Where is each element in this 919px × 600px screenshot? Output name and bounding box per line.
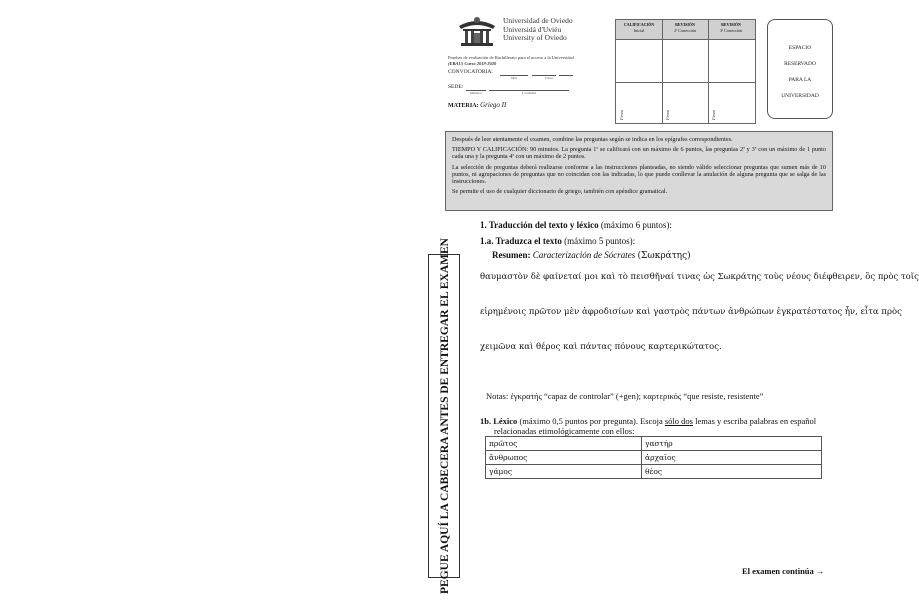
sede-sub-numero: Número xyxy=(470,91,482,95)
header-paste-label: PEGUE AQUÍ LA CABECERA ANTES DE ENTREGAR EL EXAMEN xyxy=(439,238,451,594)
resumen xyxy=(492,250,691,261)
instruction-paragraph: Después de leer atentamente el examen, combine las preguntas según se indica en los epígrafes correspondientes. xyxy=(452,136,733,143)
grading-column-subtitle: 3ª Corrección xyxy=(720,28,742,33)
exam-description-line: Pruebas de evaluación de Bachillerato para el acceso a la Universidad xyxy=(448,55,574,60)
reserved-line: PARA LA xyxy=(788,77,812,83)
instruction-paragraph: Se permite el uso de cualquier diccionario de griego, también con apéndice gramatical. xyxy=(452,188,668,196)
lemma-cell: θέος xyxy=(642,465,822,479)
materia-label: MATERIA: xyxy=(448,103,479,109)
question-1b-title: 1b. Léxico xyxy=(480,416,518,426)
resumen-label: Resumen: xyxy=(492,250,531,260)
resumen-greek: (Σωκράτης) xyxy=(637,251,691,261)
grading-column-title: CALIFICACIÓN xyxy=(623,22,655,27)
sede-label: SEDE: xyxy=(448,84,464,90)
question-1b-text-post: lemas y escriba palabras en español xyxy=(695,416,817,426)
question-1a-title-bold: 1.a. Traduzca el texto xyxy=(480,236,562,246)
reserved-line: RESERVADO xyxy=(784,61,816,67)
convocatoria-line-3[interactable] xyxy=(559,75,573,76)
table-row xyxy=(486,451,822,465)
materia-field xyxy=(448,101,506,109)
question-1a-title xyxy=(480,236,635,246)
firma-label: Firma xyxy=(619,110,624,120)
sede-sub-localidad: Localidad xyxy=(522,91,536,95)
table-row xyxy=(486,465,822,479)
grading-column-revision-2[interactable] xyxy=(662,20,709,123)
lemma-cell: ἀρχαῖος xyxy=(642,451,822,465)
instruction-paragraph: La selección de preguntas deberá realizarse conforme a las instrucciones planteadas, no siendo válido seleccionar preguntas que sumen más de 10 puntos, ni agrupaciones de preguntas que no coincidan con las indicadas, lo que puede conllevar la anulación de alguna pregunta que se salga de las instrucciones. xyxy=(452,163,826,186)
instruction-paragraph: TIEMPO Y CALIFICACIÓN: 90 minutos. La pregunta 1ª se calificará con un máximo de 6 puntos, las preguntas 2ª y 3ª con un máximo de 1 punto cada una y la pregunta 4ª con un máximo de 2 puntos. xyxy=(452,146,826,161)
exam-description xyxy=(448,55,608,66)
question-1b-text xyxy=(480,416,828,436)
firma-label: Firma xyxy=(665,110,670,120)
grading-table xyxy=(615,19,756,124)
grading-column-title: REVISIÓN xyxy=(675,22,695,27)
grading-column-subtitle: 2ª Corrección xyxy=(674,28,696,33)
grading-column-revision-3[interactable] xyxy=(708,20,754,123)
reserved-line: ESPACIO xyxy=(788,45,812,51)
university-name xyxy=(503,17,573,43)
question-1b-text-line2: relacionadas etimológicamente con ellos: xyxy=(494,426,635,436)
question-1b-text-underline: sólo dos xyxy=(664,416,693,426)
instructions-box xyxy=(445,131,833,211)
materia-value: Griego II xyxy=(480,101,507,109)
grading-column-subtitle: Inicial xyxy=(633,28,645,33)
lemma-cell: γάμος xyxy=(486,465,642,479)
question-1-title-bold: 1. Traducción del texto y léxico xyxy=(480,220,599,230)
university-line: Universidad de Oviedo xyxy=(503,16,573,25)
firma-label: Firma xyxy=(711,110,716,120)
lemma-cell: γαστήρ xyxy=(642,437,822,451)
notes-line: Notas: ἐγκρατής “capaz de controlar” (+gen); καρτερικός “que resiste, resistente” xyxy=(486,391,764,401)
question-1b-text-pre: (máximo 0,5 puntos por pregunta). Escoja xyxy=(519,416,663,426)
university-line: University of Oviedo xyxy=(503,33,567,42)
lemma-cell: πρῶτος xyxy=(486,437,642,451)
question-1-title xyxy=(480,220,672,230)
exam-description-line: (EBAU) Curso 2019-2020 xyxy=(448,60,497,66)
reserved-space-box xyxy=(767,19,833,119)
convocatoria-label: CONVOCATORIA: xyxy=(448,69,493,75)
greek-text-line: εἰρημένοις πρῶτον μὲν ἀφροδισίων καὶ γαστρὸς πάντων ἀνθρώπων ἐγκρατέστατος ἦν, εἶτα πρὸς xyxy=(480,307,902,317)
resumen-text: Caracterización de Sócrates xyxy=(532,250,636,260)
greek-text-line: θαυμαστὸν δὲ φαίνεταί μοι καὶ τὸ πεισθῆναί τινας ὡς Σωκράτης τοὺς νέους διέφθειρεν, ὃς πρὸς τοῖς xyxy=(480,272,919,282)
greek-text-line: χειμῶνα καὶ θέρος καὶ πάντας πόνους καρτερικώτατος. xyxy=(480,342,722,352)
grading-column-inicial[interactable] xyxy=(616,20,663,123)
lemmas-table xyxy=(485,436,822,479)
question-1-title-extra: (máximo 6 puntos): xyxy=(600,220,672,230)
table-row xyxy=(486,437,822,451)
exam-continues-note: El examen continúa → xyxy=(742,566,825,576)
reserved-line: UNIVERSIDAD xyxy=(781,93,819,99)
grading-column-title: REVISIÓN xyxy=(721,22,741,27)
convocatoria-sub-curso: Curso xyxy=(545,76,554,80)
university-crest-logo xyxy=(455,14,499,48)
university-line: Universidá d'Uviéu xyxy=(503,24,562,34)
question-1a-title-extra: (máximo 5 puntos): xyxy=(564,236,636,246)
convocatoria-sub-mes: Mes xyxy=(511,76,518,80)
lemma-cell: ἄνθρωπος xyxy=(486,451,642,465)
